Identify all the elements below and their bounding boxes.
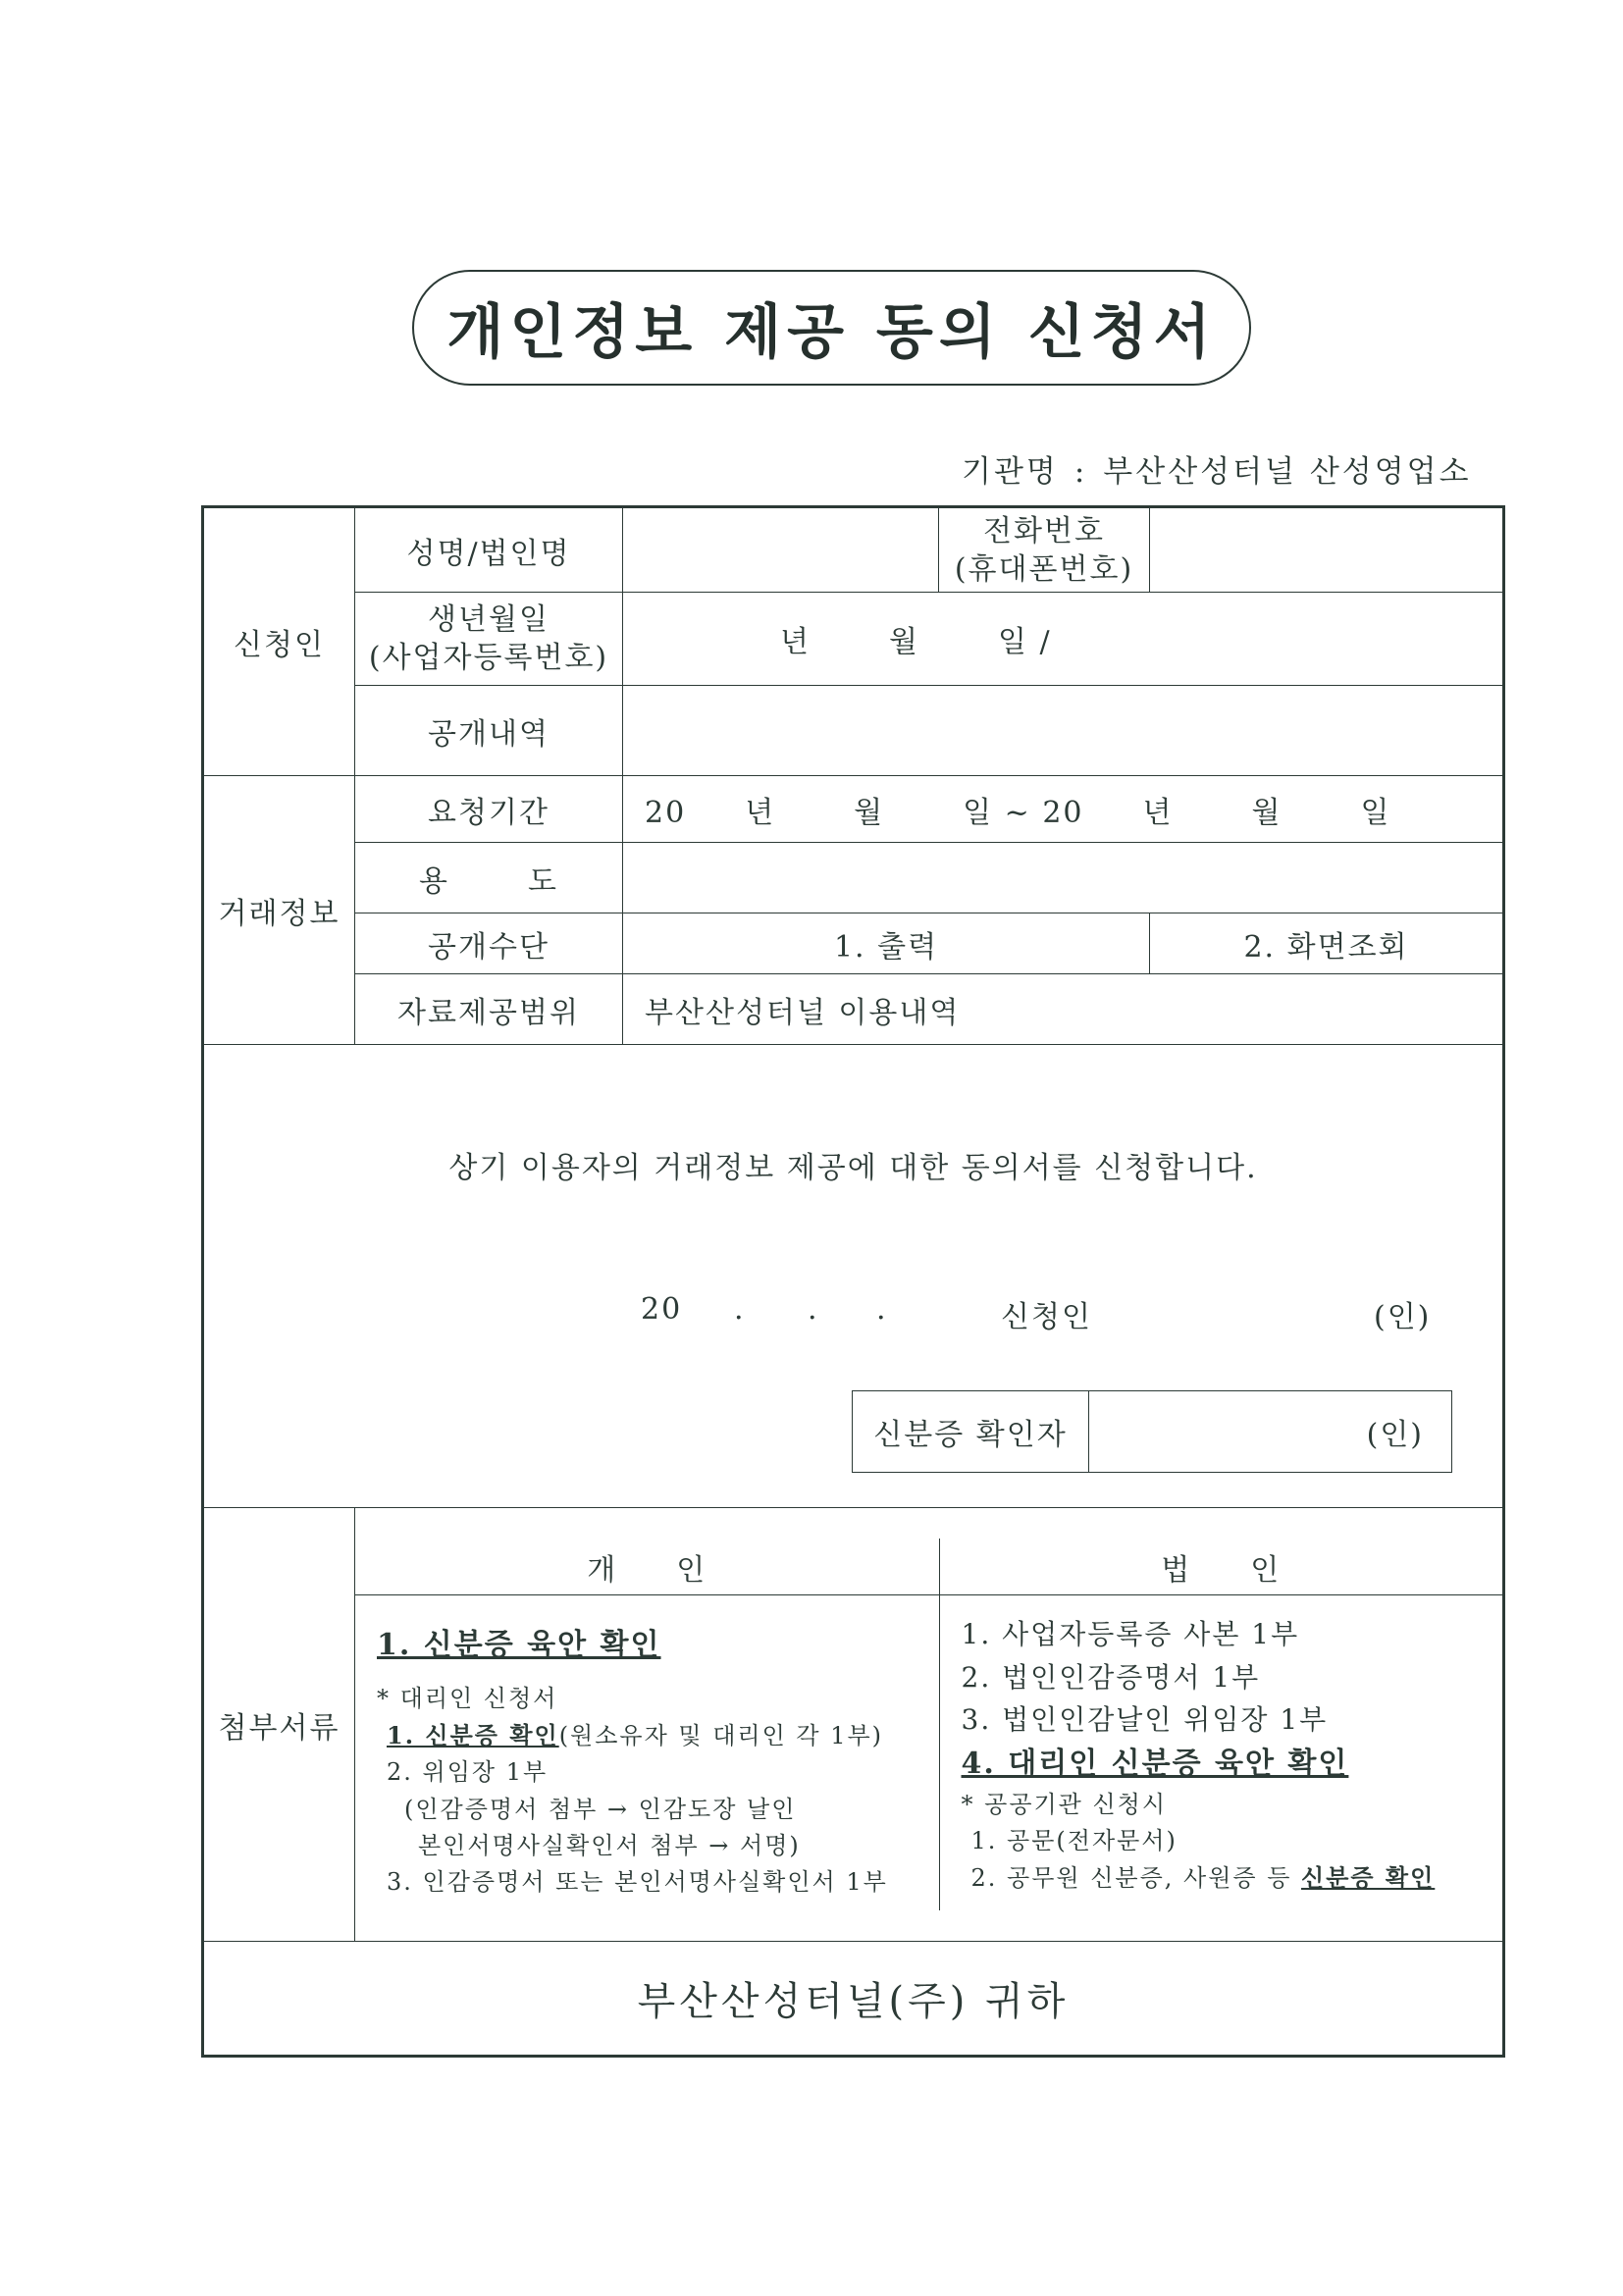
attachments-body xyxy=(355,1508,1504,1942)
id-verifier-label: 신분증 확인자 xyxy=(853,1391,1089,1472)
period-day-a: 일 ~ 20 xyxy=(963,795,1084,830)
birth-year: 년 xyxy=(780,625,811,659)
corporate-docs xyxy=(939,1595,1502,1910)
corporate-header xyxy=(939,1539,1502,1595)
consent-text: 상기 이용자의 거래정보 제공에 대한 동의서를 신청합니다. xyxy=(448,1151,1258,1185)
application-form xyxy=(201,505,1505,2058)
page-title: 개인정보 제공 동의 신청서 xyxy=(446,298,1217,367)
use-label xyxy=(355,843,623,913)
period-year-a: 년 xyxy=(745,795,776,830)
consent-section xyxy=(203,1045,1504,1508)
corp-item-3: 3. 법인인감날인 위임장 1부 xyxy=(961,1703,1329,1737)
name-label: 성명/법인명 xyxy=(355,507,623,593)
public-item-1: 1. 공문(전자문서) xyxy=(970,1827,1178,1855)
method-option-screen[interactable]: 2. 화면조회 xyxy=(1150,913,1504,974)
corporate-header-1: 법 xyxy=(1161,1552,1192,1588)
agent-item-1 xyxy=(377,1717,921,1754)
individual-header xyxy=(355,1539,939,1595)
corp-item-1: 1. 사업자등록증 사본 1부 xyxy=(961,1618,1300,1651)
individual-main: 1. 신분증 육안 확인 xyxy=(377,1628,661,1663)
birth-label xyxy=(355,593,623,686)
section-attachments: 첨부서류 xyxy=(203,1508,355,1942)
applicant-seal[interactable]: (인) xyxy=(1374,1300,1432,1334)
use-field[interactable] xyxy=(623,843,1504,913)
date-dot-2: . xyxy=(808,1292,819,1327)
period-field[interactable] xyxy=(623,776,1504,843)
individual-header-2: 인 xyxy=(676,1552,707,1588)
method-option-print[interactable]: 1. 출력 xyxy=(623,913,1150,974)
birth-label-line1: 생년월일 xyxy=(428,602,550,637)
name-field[interactable] xyxy=(623,507,939,593)
phone-field[interactable] xyxy=(1150,507,1504,593)
public-item-2-underlined: 신분증 확인 xyxy=(1301,1863,1436,1893)
id-verifier-field[interactable] xyxy=(1089,1391,1451,1472)
scope-label: 자료제공범위 xyxy=(355,974,623,1045)
date-prefix: 20 xyxy=(641,1292,683,1327)
period-year-b: 년 xyxy=(1142,795,1174,830)
addressee-footer: 부산산성터널(주) 귀하 xyxy=(203,1942,1504,2057)
corp-item-2: 2. 법인인감증명서 1부 xyxy=(961,1660,1261,1694)
org-value: 부산산성터널 산성영업소 xyxy=(1103,454,1472,490)
phone-label xyxy=(939,507,1150,593)
method-label: 공개수단 xyxy=(355,913,623,974)
id-verifier-box xyxy=(852,1390,1452,1473)
agent-item-2: 2. 위임장 1부 xyxy=(387,1758,549,1787)
agent-item-1-rest: (원소유자 및 대리인 각 1부) xyxy=(558,1722,884,1750)
public-item-2 xyxy=(962,1859,1486,1897)
applicant-sign-label: 신청인 xyxy=(1001,1300,1092,1334)
scope-value: 부산산성터널 이용내역 xyxy=(623,974,1504,1045)
public-item-2-plain: 2. 공무원 신분증, 사원증 등 xyxy=(970,1864,1302,1893)
attachments-table xyxy=(355,1539,1502,1910)
period-day-b: 일 xyxy=(1360,795,1391,830)
title-frame xyxy=(412,270,1251,386)
org-separator: : xyxy=(1073,454,1088,490)
verifier-seal: (인) xyxy=(1366,1418,1424,1452)
section-applicant: 신청인 xyxy=(203,507,355,776)
birth-label-line2: (사업자등록번호) xyxy=(368,641,609,675)
agent-item-2b: 본인서명사실확인서 첨부 → 서명) xyxy=(418,1831,801,1859)
period-month-b: 월 xyxy=(1251,795,1283,830)
phone-label-line2: (휴대폰번호) xyxy=(954,551,1134,587)
section-transaction: 거래정보 xyxy=(203,776,355,1045)
birth-field[interactable] xyxy=(623,593,1504,686)
phone-label-line1: 전화번호 xyxy=(983,513,1105,548)
agent-item-2a: (인감증명서 첨부 → 인감도장 날인 xyxy=(404,1795,797,1823)
period-20a: 20 xyxy=(645,795,687,830)
agent-item-1-underlined: 1. 신분증 확인 xyxy=(387,1721,559,1750)
corporate-header-2: 인 xyxy=(1250,1552,1282,1588)
individual-header-1: 개 xyxy=(587,1552,618,1588)
period-label: 요청기간 xyxy=(355,776,623,843)
use-label-2: 도 xyxy=(528,863,558,899)
period-month-a: 월 xyxy=(854,795,885,830)
birth-day: 일 / xyxy=(997,625,1052,659)
disclosure-field[interactable] xyxy=(623,686,1504,776)
date-dot-1: . xyxy=(734,1292,746,1327)
agent-item-3: 3. 인감증명서 또는 본인서명사실확인서 1부 xyxy=(387,1867,888,1896)
org-label: 기관명 xyxy=(962,454,1059,490)
use-label-1: 용 xyxy=(419,863,449,899)
birth-month: 월 xyxy=(888,625,919,659)
organization-line xyxy=(962,446,1472,491)
corp-item-4: 4. 대리인 신분증 육안 확인 xyxy=(961,1746,1349,1781)
individual-docs xyxy=(355,1595,939,1910)
public-note: * 공공기관 신청시 xyxy=(961,1791,1168,1819)
disclosure-label: 공개내역 xyxy=(355,686,623,776)
agent-note: * 대리인 신청서 xyxy=(377,1684,558,1712)
date-dot-3: . xyxy=(876,1292,888,1327)
